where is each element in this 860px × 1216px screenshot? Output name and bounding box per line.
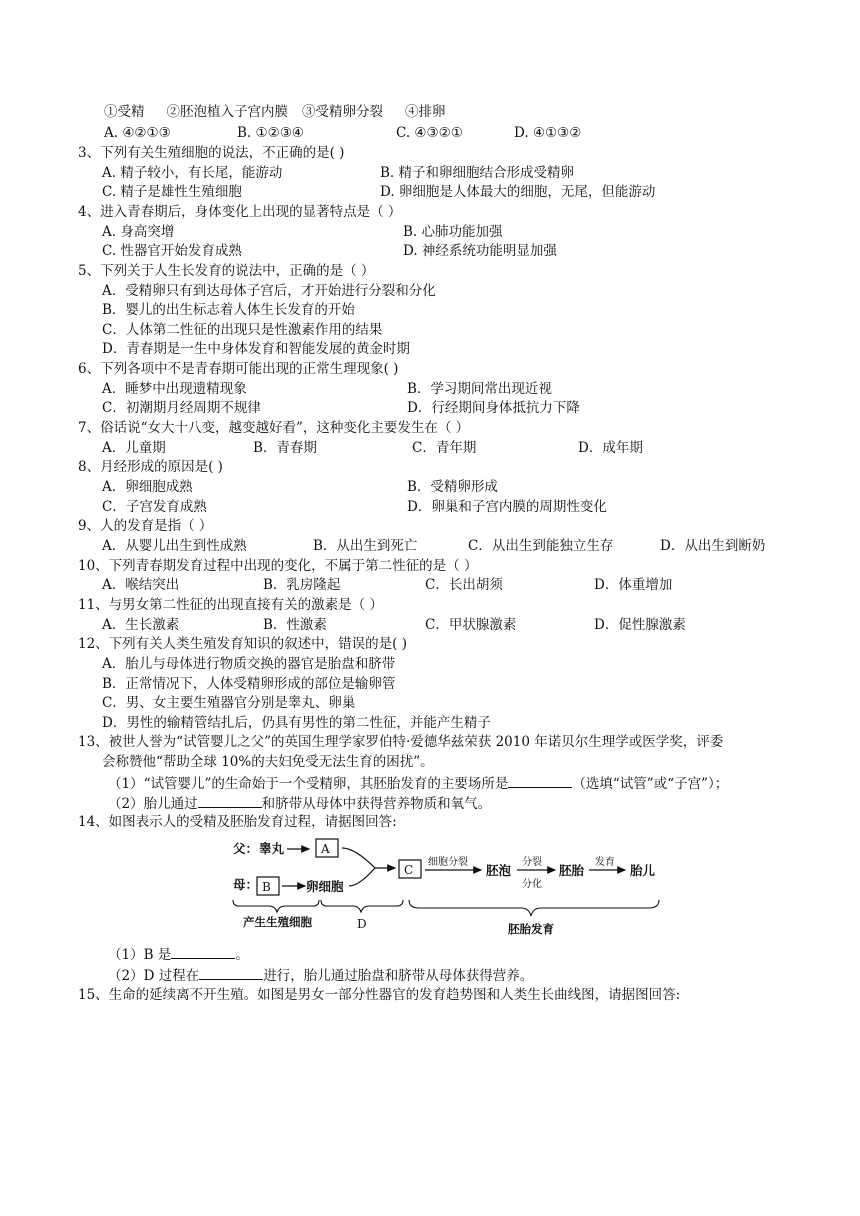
testis-label: 睾丸 xyxy=(259,841,285,856)
q8-option-c: C．子宫发育成熟 xyxy=(102,499,207,515)
q5-option-d: D．青春期是一生中身体发育和智能发展的黄金时期 xyxy=(102,341,410,357)
embryo-dev-label: 胚胎发育 xyxy=(508,922,554,936)
egg-merge-line xyxy=(349,868,375,886)
q14-sub1-answer-blank[interactable] xyxy=(171,944,235,959)
q8-option-a: A．卵细胞成熟 xyxy=(102,479,193,495)
q14-sub2-text-a: （2）D 过程在 xyxy=(108,968,200,984)
q2-option-c: C. ④③②① xyxy=(396,125,463,141)
gametes-label: 产生生殖细胞 xyxy=(243,915,312,929)
q3-option-b: B. 精子和卵细胞结合形成受精卵 xyxy=(380,165,575,181)
q12-option-b: B．正常情况下，人体受精卵形成的部位是输卵管 xyxy=(102,676,396,692)
q2-item-3: ③受精卵分裂 xyxy=(302,104,383,120)
q7-stem: 7、俗话说“女大十八变，越变越好看”，这种变化主要发生在（ ） xyxy=(78,420,470,436)
q6-option-d: D．行经期间身体抵抗力下降 xyxy=(407,400,580,416)
fetus-label: 胎儿 xyxy=(630,863,656,878)
q13-sub1-answer-blank[interactable] xyxy=(508,773,572,788)
q9-option-c: C．从出生到能独立生存 xyxy=(468,538,614,554)
q12-option-d: D．男性的输精管结扎后，仍具有男性的第二性征，并能产生精子 xyxy=(102,715,491,731)
gametes-brace xyxy=(233,900,319,912)
q13-stem-line2: 会称赞他“帮助全球 10%的夫妇免受无法生育的困扰”。 xyxy=(102,754,434,770)
q3-option-c: C. 精子是雄性生殖细胞 xyxy=(102,184,242,200)
q2-option-b: B. ①②③④ xyxy=(237,125,304,141)
q13-sub2 xyxy=(108,793,491,813)
q14-sub2-text-b: 进行，胎儿通过胎盘和脐带从母体获得营养。 xyxy=(263,968,534,984)
mother-label: 母： xyxy=(233,877,259,892)
q14-stem: 14、如图表示人的受精及胚胎发育过程，请据图回答: xyxy=(78,814,397,830)
q14-sub2-answer-blank[interactable] xyxy=(199,965,263,980)
q13-sub2-answer-blank[interactable] xyxy=(198,793,262,808)
q4-option-b: B. 心肺功能加强 xyxy=(403,224,503,240)
q5-option-a: A．受精卵只有到达母体子宫后，才开始进行分裂和分化 xyxy=(102,283,436,299)
q3-option-d: D. 卵细胞是人体最大的细胞，无尾，但能游动 xyxy=(380,184,656,200)
q7-option-a: A．儿童期 xyxy=(102,440,166,456)
father-label: 父： xyxy=(233,841,259,856)
q13-sub2-text-a: （2）胎儿通过 xyxy=(108,796,198,812)
q11-option-c: C．甲状腺激素 xyxy=(425,617,517,633)
divide-label: 分裂 xyxy=(522,857,542,868)
q2-items xyxy=(104,103,446,121)
q6-option-c: C．初潮期月经周期不规律 xyxy=(102,400,261,416)
embryo-dev-brace xyxy=(409,900,659,916)
q13-stem-line1: 13、被世人誉为“试管婴儿之父”的英国生理学家罗伯特·爱德华兹荣获 2010 年诺贝尔生理学或医学奖，评委 xyxy=(78,734,724,750)
q10-option-c: C．长出胡须 xyxy=(425,577,503,593)
q4-option-c: C. 性器官开始发育成熟 xyxy=(102,243,242,259)
q9-option-d: D．从出生到断奶 xyxy=(660,538,766,554)
egg-label: 卵细胞 xyxy=(306,879,344,894)
box-a-label: A xyxy=(321,842,330,856)
q9-stem: 9、人的发育是指（ ） xyxy=(78,518,213,534)
q15-stem: 15、生命的延续离不开生殖。如图是男女一部分性器官的发育趋势图和人类生长曲线图，请据图回答: xyxy=(78,987,681,1003)
q12-option-a: A．胎儿与母体进行物质交换的器官是胎盘和脐带 xyxy=(102,656,396,672)
q4-stem: 4、进入青春期后，身体变化上出现的显著特点是（ ） xyxy=(78,204,402,220)
q8-stem: 8、月经形成的原因是( ) xyxy=(78,459,223,475)
q5-stem: 5、下列关于人生长发育的说法中，正确的是（ ） xyxy=(78,263,375,279)
q2-item-4: ④排卵 xyxy=(405,104,446,120)
q11-stem: 11、与男女第二性征的出现直接有关的激素是（ ） xyxy=(78,597,383,613)
q4-option-a: A. 身高突增 xyxy=(102,224,175,240)
q11-option-a: A．生长激素 xyxy=(102,617,180,633)
q4-option-d: D. 神经系统功能明显加强 xyxy=(403,243,557,259)
q9-option-b: B．从出生到死亡 xyxy=(313,538,418,554)
q14-sub1-text-b: 。 xyxy=(235,947,249,963)
q13-sub1 xyxy=(108,773,728,793)
box-c-label: C xyxy=(404,863,414,877)
box-b-label: B xyxy=(262,880,271,894)
develop-label: 发育 xyxy=(595,857,615,868)
q6-option-a: A．睡梦中出现遗精现象 xyxy=(102,381,247,397)
q10-option-a: A．喉结突出 xyxy=(102,577,180,593)
q13-sub2-text-b: 和脐带从母体中获得营养物质和氧气。 xyxy=(261,796,492,812)
q2-item-1: ①受精 xyxy=(104,104,145,120)
q14-sub1 xyxy=(108,944,249,964)
q10-option-d: D．体重增加 xyxy=(594,577,673,593)
q8-option-d: D．卵巢和子宫内膜的周期性变化 xyxy=(407,499,607,515)
q3-stem: 3、下列有关生殖细胞的说法，不正确的是( ) xyxy=(78,145,345,161)
d-brace xyxy=(321,900,403,912)
blastocyst-label: 胚泡 xyxy=(486,863,512,878)
differentiate-label: 分化 xyxy=(522,879,542,890)
q13-sub1-text-a: （1）“试管婴儿”的生命始于一个受精卵，其胚胎发育的主要场所是 xyxy=(108,776,509,792)
q10-stem: 10、下列青春期发育过程中出现的变化，不属于第二性征的是（ ） xyxy=(78,558,478,574)
q7-option-d: D．成年期 xyxy=(578,440,643,456)
q8-option-b: B．受精卵形成 xyxy=(407,479,498,495)
fertilization-diagram xyxy=(225,834,665,938)
q12-option-c: C．男、女主要生殖器官分别是睾丸、卵巢 xyxy=(102,695,356,711)
q14-sub2 xyxy=(108,965,533,985)
q11-option-b: B．性激素 xyxy=(263,617,327,633)
q14-sub1-text-a: （1）B 是 xyxy=(108,947,172,963)
q6-stem: 6、下列各项中不是青春期可能出现的正常生理现象( ) xyxy=(78,361,399,377)
q10-option-b: B．乳房隆起 xyxy=(263,577,341,593)
q6-option-b: B．学习期间常出现近视 xyxy=(407,381,552,397)
q12-stem: 12、下列有关人类生殖发育知识的叙述中，错误的是( ) xyxy=(78,636,408,652)
q3-option-a: A. 精子较小，有长尾，能游动 xyxy=(102,165,283,181)
sperm-merge-line xyxy=(342,848,375,868)
q2-item-2: ②胚泡植入子宫内膜 xyxy=(166,104,288,120)
q7-option-c: C．青年期 xyxy=(412,440,477,456)
q5-option-b: B．婴儿的出生标志着人体生长发育的开始 xyxy=(102,302,355,318)
d-label: D xyxy=(357,917,367,931)
q2-option-a: A. ④②①③ xyxy=(104,125,171,141)
q7-option-b: B．青春期 xyxy=(253,440,317,456)
q5-option-c: C．人体第二性征的出现只是性激素作用的结果 xyxy=(102,322,383,338)
embryo-label: 胚胎 xyxy=(559,863,585,878)
q9-option-a: A．从婴儿出生到性成熟 xyxy=(102,538,247,554)
cell-division-label: 细胞分裂 xyxy=(428,857,468,868)
q13-sub1-text-b: （选填“试管”或“子宫”）； xyxy=(572,776,729,792)
q2-option-d: D. ④①③② xyxy=(514,125,582,141)
q11-option-d: D．促性腺激素 xyxy=(594,617,686,633)
